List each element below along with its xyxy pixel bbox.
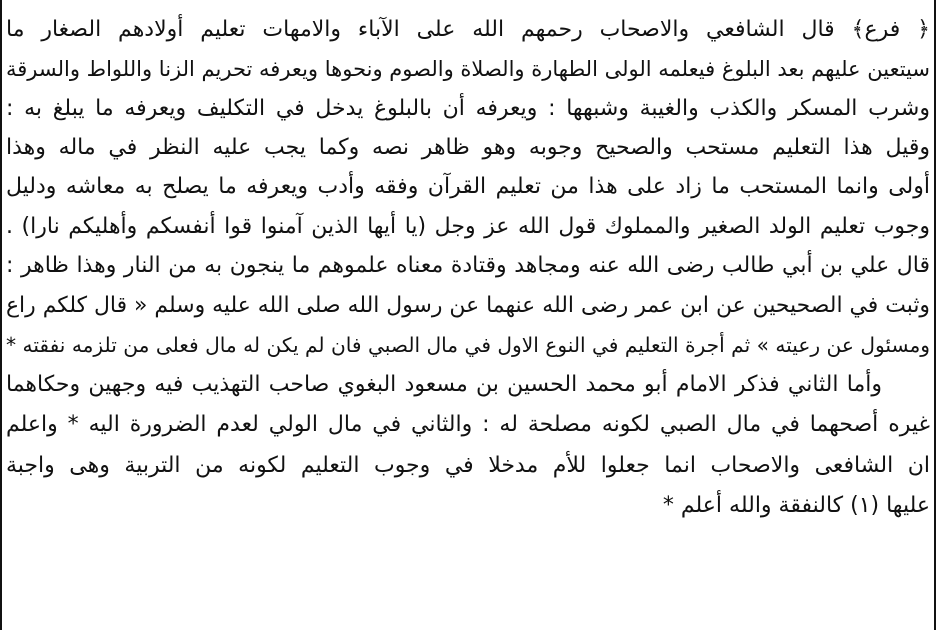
text-line: ﴿ فرع﴾ قال الشافعي والاصحاب رحمهم الله على الآباء والامهات تعليم أولادهم الصغار ما (6, 17, 930, 42)
left-border-rule (0, 0, 2, 630)
text-line: وقيل هذا التعليم مستحب والصحيح وجوبه وهو ظاهر نصه وكما يجب عليه النظر في ماله وهذا (6, 135, 930, 160)
text-line: وثبت في الصحيحين عن ابن عمر رضى الله عنهما عن رسول الله صلى الله عليه وسلم « قال كلكم راع (6, 293, 930, 318)
arabic-text-block (6, 0, 930, 630)
text-line: وأما الثاني فذكر الامام أبو محمد الحسين بن مسعود البغوي صاحب التهذيب فيه وجهين وحكاهما (6, 372, 882, 397)
text-line: عليها (١) كالنفقة والله أعلم * (662, 493, 930, 518)
right-border-rule (934, 0, 936, 630)
text-line: ان الشافعى والاصحاب انما جعلوا للأم مدخلا في وجوب التعليم لكونه من التربية وهى واجبة (6, 453, 930, 478)
text-line: قال علي بن أبي طالب رضى الله عنه ومجاهد وقتادة معناه علموهم ما ينجون به من النار وهذا ظاهر : (6, 253, 930, 278)
text-line: سيتعين عليهم بعد البلوغ فيعلمه الولى الطهارة والصلاة والصوم ونحوها ويعرفه تحريم الزنا واللواط والسرقة (6, 57, 930, 81)
text-line: وشرب المسكر والكذب والغيبة وشبهها : ويعرفه أن بالبلوغ يدخل في التكليف ويعرفه ما يبلغ به : (6, 96, 930, 121)
text-line: وجوب تعليم الولد الصغير والمملوك قول الله عز وجل (يا أيها الذين آمنوا قوا أنفسكم وأهليكم نارا) . (6, 214, 930, 239)
text-line: غيره أصحهما في مال الصبي لكونه مصلحة له : والثاني في مال الولي لعدم الضرورة اليه * واعلم (6, 412, 930, 437)
text-line: ومسئول عن رعيته » ثم أجرة التعليم في النوع الاول في مال الصبي فان لم يكن له مال فعلى من تلزمه نفقته * (6, 333, 930, 357)
text-line: أولى وانما المستحب ما زاد على هذا من تعليم القرآن وفقه وأدب ويعرفه ما يصلح به معاشه ودليل (6, 174, 930, 199)
